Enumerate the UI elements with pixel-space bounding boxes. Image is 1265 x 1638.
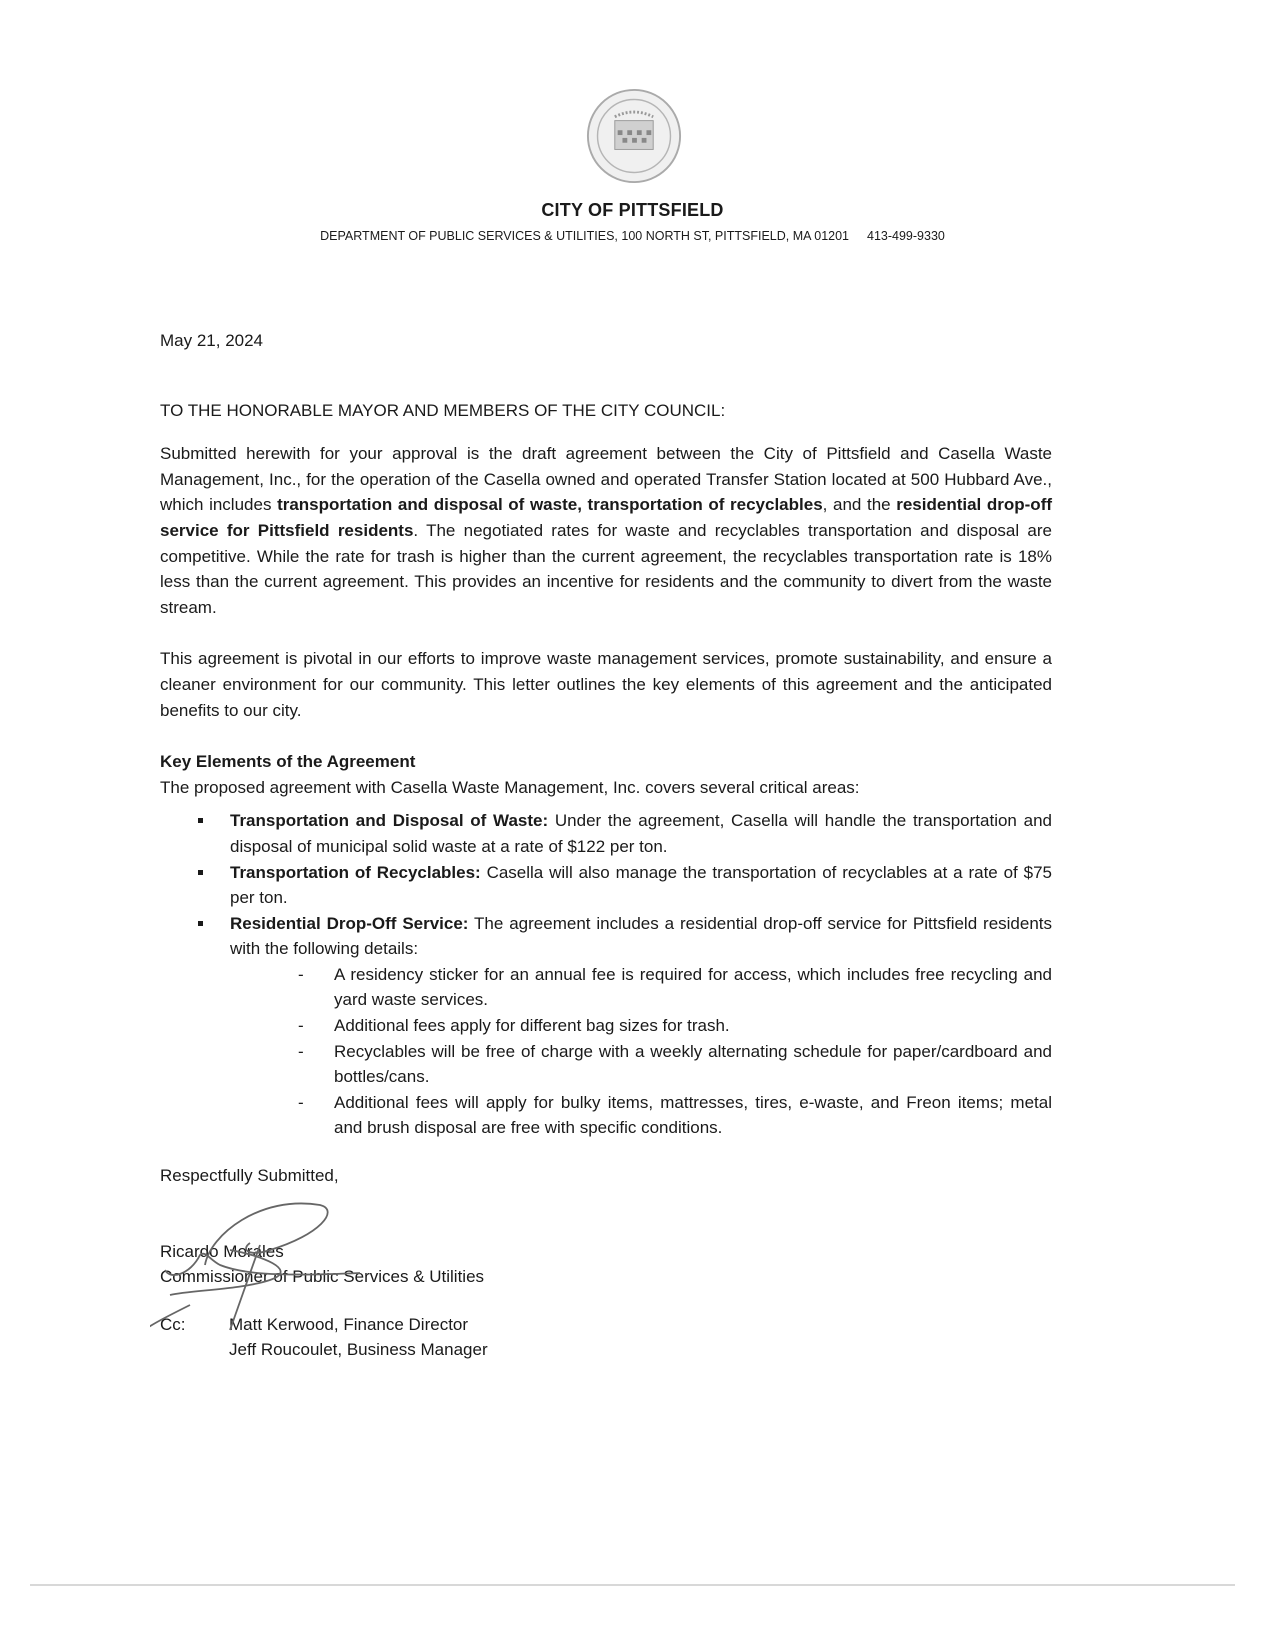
- department-line: DEPARTMENT OF PUBLIC SERVICES & UTILITIES, 100 NORTH ST, PITTSFIELD, MA 01201: [320, 229, 849, 243]
- sub-list-item: - Additional fees apply for different bag sizes for trash.: [160, 1013, 1052, 1039]
- item-text: Casella will also manage the transportation of recyclables at a rate of $75 per ton.: [230, 862, 1052, 908]
- sub-list-item: - Additional fees will apply for bulky items, mattresses, tires, e-waste, and Freon items; metal and brush disposal are free with specific conditions.: [160, 1090, 1052, 1141]
- letter-date: May 21, 2024: [160, 331, 264, 350]
- paragraph-1: [160, 441, 1052, 620]
- key-elements-intro: The proposed agreement with Casella Waste Management, Inc. covers several critical areas:: [160, 777, 860, 797]
- department-address: [0, 229, 1265, 243]
- sub-list-item: - Recyclables will be free of charge with a weekly alternating schedule for paper/cardboard and bottles/cans.: [160, 1039, 1052, 1090]
- city-seal-logo: [586, 88, 682, 184]
- city-name: CITY OF PITTSFIELD: [541, 200, 724, 220]
- department-phone: 413-499-9330: [867, 229, 945, 243]
- item-title: Residential Drop-Off Service:: [230, 913, 469, 933]
- drop-off-details-list: [230, 962, 1052, 1141]
- salutation: TO THE HONORABLE MAYOR AND MEMBERS OF THE CITY COUNCIL:: [160, 400, 726, 420]
- list-item: [160, 860, 1052, 911]
- paragraph-2: This agreement is pivotal in our efforts to improve waste management services, promote sustainability, and ensure a cleaner environment for our community. This letter outlines the key elements of this agreement and the anticipated benefits to our city.: [160, 649, 1052, 720]
- cc-recipient: Jeff Roucoulet, Business Manager: [229, 1340, 488, 1360]
- sub-list-item: - A residency sticker for an annual fee is required for access, which includes free recycling and yard waste services.: [160, 962, 1052, 1013]
- signer-name: Ricardo Morales: [160, 1241, 284, 1261]
- item-title: Transportation and Disposal of Waste:: [230, 811, 549, 831]
- item-text: The agreement includes a residential drop-off service for Pittsfield residents with the following details:: [230, 913, 1053, 959]
- text: , and the: [822, 495, 897, 515]
- key-elements-heading: Key Elements of the Agreement: [160, 752, 416, 772]
- item-text: Under the agreement, Casella will handle the transportation and disposal of municipal solid waste at a rate of $122 per ton.: [230, 811, 1052, 856]
- closing: Respectfully Submitted,: [160, 1166, 339, 1186]
- cc-label: Cc:: [160, 1314, 186, 1334]
- list-item: [160, 911, 1052, 1141]
- bold-text: transportation and disposal of waste, transportation of recyclables: [277, 495, 823, 515]
- text: Submitted herewith for your approval is the draft agreement between the City of Pittsfield and Casella Waste Management, Inc., for the operation of the Casella owned and operated Transfer Station located at 500 Hubbard Ave., which includes: [160, 444, 1052, 515]
- page-bottom-divider: [30, 1584, 1235, 1586]
- item-title: Transportation of Recyclables:: [230, 862, 481, 882]
- signer-title: Commissioner of Public Services & Utilities: [160, 1267, 485, 1287]
- key-elements-list: [160, 808, 1052, 1141]
- cc-recipient: Matt Kerwood, Finance Director: [229, 1314, 469, 1334]
- list-item: [160, 808, 1052, 859]
- signature-image: [150, 1195, 380, 1335]
- bold-text: residential drop-off service for Pittsfield residents: [160, 495, 1053, 540]
- text: . The negotiated rates for waste and recyclables transportation and disposal are competitive. While the rate for trash is higher than the current agreement, the recyclables transportation rate is 18% less than the current agreement. This provides an incentive for residents and the community to divert from the waste stream.: [160, 520, 1052, 617]
